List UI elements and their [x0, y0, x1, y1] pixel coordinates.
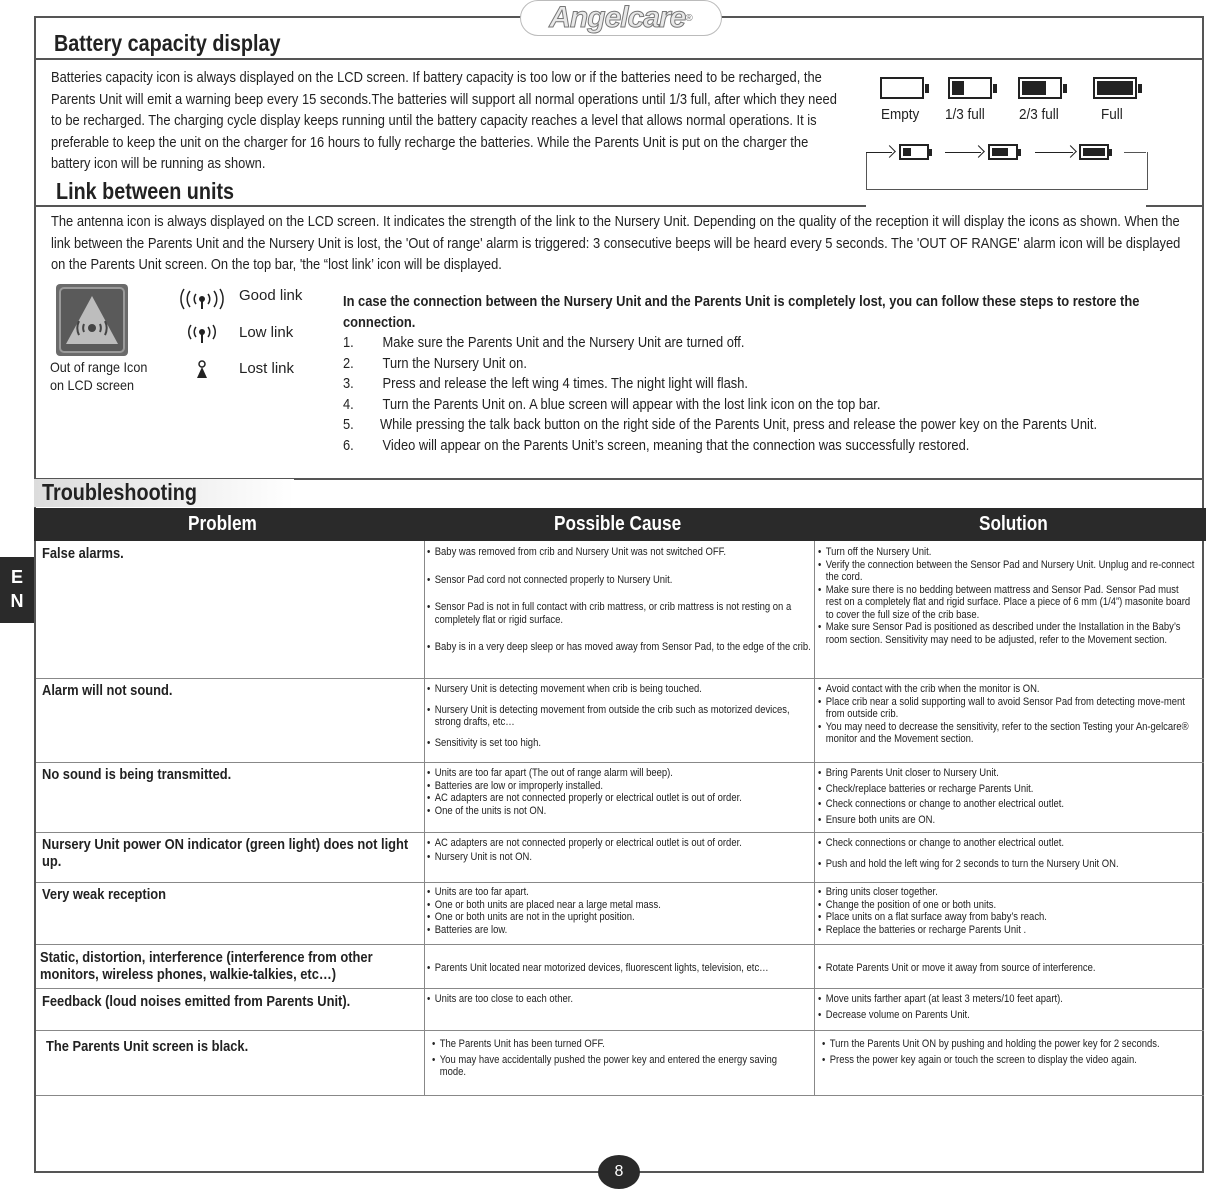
solution-item: • Place crib near a solid supporting wall to avoid Sensor Pad from detecting move-ment from outside crib. — [818, 696, 1195, 721]
solution-item: • Check connections or change to another electrical outlet. — [818, 837, 1195, 850]
solution-cell — [818, 683, 1195, 746]
cause-item: • Sensor Pad cord not connected properly to Nursery Unit. — [427, 574, 812, 587]
solution-item: • Avoid contact with the crib when the monitor is ON. — [818, 683, 1195, 696]
solution-item: • Place units on a flat surface away from baby’s reach. — [818, 911, 1195, 924]
solution-item: • Decrease volume on Parents Unit. — [818, 1009, 1195, 1022]
cause-item: • One or both units are placed near a large metal mass. — [427, 899, 812, 912]
restore-step — [343, 354, 1151, 375]
low-link-icon — [186, 323, 218, 350]
problem-cell: No sound is being transmitted. — [42, 766, 232, 783]
charging-arrow — [866, 152, 892, 153]
header-problem: Problem — [188, 513, 257, 535]
cause-item: • Parents Unit located near motorized devices, fluorescent lights, television, etc… — [427, 962, 812, 975]
solution-item: • Check connections or change to another electrical outlet. — [818, 798, 1195, 811]
problem-cell: The Parents Unit screen is black. — [46, 1038, 249, 1055]
solution-item: • Push and hold the left wing for 2 seconds to turn the Nursery Unit ON. — [818, 858, 1195, 871]
restore-step — [343, 395, 1151, 416]
language-tab-line: N — [10, 591, 24, 611]
solution-item: • Make sure Sensor Pad is positioned as described under the Installation in the Baby’s room section. Sensitivity may need to be adjusted, refer to the Movement section. — [818, 621, 1195, 646]
link-description: The antenna icon is always displayed on the LCD screen. It indicates the strength of the link to the Nursery Unit. Depending on the quality of the reception it will display the icons as shown. When the link between the Parents Unit and the Nursery Unit is lost, the 'Out of range' alarm is triggered: 3 consecutive beeps will be heard every 5 seconds. The 'OUT OF RANGE' alarm icon will be displayed on the Parents Unit screen. On the top bar, 'the “lost link’ icon will be displayed. — [51, 213, 1181, 273]
battery-description: Batteries capacity icon is always displayed on the LCD screen. If battery capacity is too low or if the batteries need to be recharged, the Parents Unit will emit a warning beep every 15 seconds.The batteries will support all normal operations until 1/3 full, after which they need to be recharged. The charging cycle display keeps running until the battery capacity reaches a level that allows normal operations. It is preferable to keep the unit on the charger for 16 hours to fully recharge the batteries. While the Parents Unit is put on the charger the battery icon will be running as shown. — [51, 69, 837, 172]
cause-item: • Sensitivity is set too high. — [427, 737, 812, 750]
link-title-divider-right — [1146, 205, 1204, 207]
cause-cell — [427, 683, 812, 753]
cause-item: • Baby was removed from crib and Nursery Unit was not switched OFF. — [427, 546, 812, 559]
language-tab — [0, 557, 34, 623]
charging-battery-two-thirds-icon — [988, 144, 1018, 160]
restore-step-text: Turn the Nursery Unit on. — [382, 354, 527, 372]
problem-cell: Feedback (loud noises emitted from Parents Unit). — [42, 993, 351, 1010]
cause-cell — [427, 546, 812, 658]
restore-step-number: 5. — [343, 416, 354, 433]
solution-item: • Turn off the Nursery Unit. — [818, 546, 1195, 559]
header-possible-cause: Possible Cause — [554, 513, 682, 535]
restore-step-text: While pressing the talk back button on the right side of the Parents Unit, press and release the power key on the Parents Unit. — [379, 416, 1098, 433]
cause-item: • Batteries are low. — [427, 924, 812, 937]
cause-item: • Sensor Pad is not in full contact with crib mattress, or crib mattress is not resting on a completely flat or rigid surface. — [427, 601, 812, 626]
battery-level-label: 2/3 full — [1019, 106, 1059, 123]
cause-item: • One of the units is not ON. — [427, 805, 812, 818]
cause-item: • Baby is in a very deep sleep or has moved away from Sensor Pad, to the edge of the crib. — [427, 641, 812, 654]
link-title-divider — [36, 205, 866, 207]
restore-step-number: 2. — [343, 354, 354, 372]
cause-item: • Nursery Unit is detecting movement from outside the crib such as motorized devices, strong drafts, etc… — [427, 704, 812, 729]
restore-step — [343, 436, 1151, 457]
charging-battery-one-third-icon — [899, 144, 929, 160]
brand-trademark: ® — [685, 12, 693, 24]
solution-item: • Rotate Parents Unit or move it away from source of interference. — [818, 962, 1195, 975]
problem-cell: Very weak reception — [42, 886, 167, 903]
restore-step-text: Video will appear on the Parents Unit’s screen, meaning that the connection was successfully restored. — [382, 436, 970, 454]
solution-item: • You may need to decrease the sensitivity, refer to the section Testing your An-gelcare® monitor and the Movement section. — [818, 721, 1195, 746]
solution-cell — [818, 993, 1195, 1025]
restore-step — [343, 415, 1151, 436]
battery-level-label: 1/3 full — [945, 106, 985, 123]
header-solution: Solution — [979, 513, 1048, 535]
solution-item: • Verify the connection between the Sensor Pad and Nursery Unit. Unplug and re-connect the cord. — [818, 559, 1195, 584]
cause-item: • Units are too far apart. — [427, 886, 812, 899]
low-link-label: Low link — [239, 324, 294, 341]
solution-item: • Bring units closer together. — [818, 886, 1195, 899]
cause-cell — [427, 962, 812, 979]
restore-step-text: Press and release the left wing 4 times. The night light will flash. — [382, 375, 749, 392]
cause-item: • One or both units are not in the upright position. — [427, 911, 812, 924]
restore-step — [343, 333, 1151, 354]
page-number: 8 — [598, 1155, 640, 1189]
problem-cell: Alarm will not sound. — [42, 682, 173, 699]
cause-cell — [427, 767, 812, 817]
cause-item: • Nursery Unit is detecting movement when crib is being touched. — [427, 683, 812, 696]
solution-cell — [818, 962, 1195, 979]
problem-cell: False alarms. — [42, 545, 124, 562]
lost-link-icon — [194, 358, 210, 385]
charging-arrow — [945, 152, 981, 153]
solution-item: • Turn the Parents Unit ON by pushing and holding the power key for 2 seconds. — [822, 1038, 1183, 1051]
cause-item: • Units are too far apart (The out of range alarm will beep). — [427, 767, 812, 780]
out-of-range-caption: on LCD screen — [50, 377, 135, 393]
restore-step — [343, 374, 1151, 395]
restore-step-text: Turn the Parents Unit on. A blue screen will appear with the lost link icon on the top bar. — [382, 395, 881, 413]
battery-one-third-icon — [948, 77, 992, 99]
solution-item: • Change the position of one or both units. — [818, 899, 1195, 912]
troubleshooting-title: Troubleshooting — [42, 479, 197, 505]
cause-item: • AC adapters are not connected properly or electrical outlet is out of order. — [427, 837, 812, 850]
restore-step-number: 3. — [343, 375, 354, 392]
cause-cell — [432, 1038, 793, 1083]
battery-level-label: Empty — [881, 106, 920, 123]
troubleshooting-title-band — [34, 479, 294, 507]
good-link-icon — [180, 288, 224, 315]
cause-item: • Nursery Unit is not ON. — [427, 851, 812, 864]
solution-item: • Replace the batteries or recharge Parents Unit . — [818, 924, 1195, 937]
problem-cell: Nursery Unit power ON indicator (green light) does not light up. — [42, 836, 409, 870]
charging-loop-return — [1124, 152, 1146, 153]
cause-cell — [427, 993, 812, 1010]
restore-steps — [343, 292, 1151, 456]
solution-item: • Check/replace batteries or recharge Parents Unit. — [818, 783, 1195, 796]
battery-section-title: Battery capacity display — [54, 30, 281, 56]
restore-step-text: Make sure the Parents Unit and the Nursery Unit are turned off. — [382, 334, 745, 351]
battery-title-divider — [36, 58, 1204, 60]
solution-item: • Move units farther apart (at least 3 meters/10 feet apart). — [818, 993, 1195, 1006]
battery-empty-icon — [880, 77, 924, 99]
battery-level-label: Full — [1101, 106, 1123, 123]
brand-logo — [520, 0, 722, 36]
solution-item: • Make sure there is no bedding between mattress and Sensor Pad. Sensor Pad must rest on a completely flat and rigid surface. Place a piece of 6 mm (1/4”) masonite board to cover the full size of the crib base. — [818, 584, 1195, 622]
solution-item: • Press the power key again or touch the screen to display the video again. — [822, 1054, 1183, 1067]
cause-item: • AC adapters are not connected properly or electrical outlet is out of order. — [427, 792, 812, 805]
good-link-label: Good link — [239, 287, 303, 304]
problem-cell: Static, distortion, interference (interference from other monitors, wireless phones, walkie-talkies, etc…) — [40, 949, 373, 983]
restore-step-number: 1. — [343, 334, 354, 351]
solution-cell — [818, 767, 1195, 826]
lost-link-label: Lost link — [239, 360, 295, 377]
restore-step-number: 6. — [343, 436, 354, 454]
battery-full-icon — [1093, 77, 1137, 99]
solution-cell — [822, 1038, 1183, 1070]
solution-item: • Bring Parents Unit closer to Nursery Unit. — [818, 767, 1195, 780]
cause-item: • The Parents Unit has been turned OFF. — [432, 1038, 793, 1051]
charging-battery-full-icon — [1079, 144, 1109, 160]
restore-intro: In case the connection between the Nursery Unit and the Parents Unit is completely lost, you can follow these steps to restore the connection. — [343, 293, 1140, 331]
cause-item: • Units are too close to each other. — [427, 993, 812, 1006]
troubleshooting-table-header — [34, 508, 1206, 541]
solution-cell — [818, 886, 1195, 936]
battery-two-thirds-icon — [1018, 77, 1062, 99]
cause-cell — [427, 886, 812, 936]
charging-arrow — [1035, 152, 1073, 153]
solution-item: • Ensure both units are ON. — [818, 814, 1195, 827]
cause-item: • Batteries are low or improperly installed. — [427, 780, 812, 793]
link-section-title: Link between units — [56, 178, 235, 204]
out-of-range-caption: Out of range Icon — [50, 359, 148, 375]
out-of-range-icon — [56, 284, 128, 356]
restore-step-number: 4. — [343, 395, 354, 413]
solution-cell — [818, 837, 1195, 870]
language-tab-line: E — [10, 567, 23, 587]
cause-item: • You may have accidentally pushed the power key and entered the energy saving mode. — [432, 1054, 793, 1079]
brand-logo-text: Angelcare — [549, 1, 686, 34]
cause-cell — [427, 837, 812, 863]
solution-cell — [818, 546, 1195, 646]
